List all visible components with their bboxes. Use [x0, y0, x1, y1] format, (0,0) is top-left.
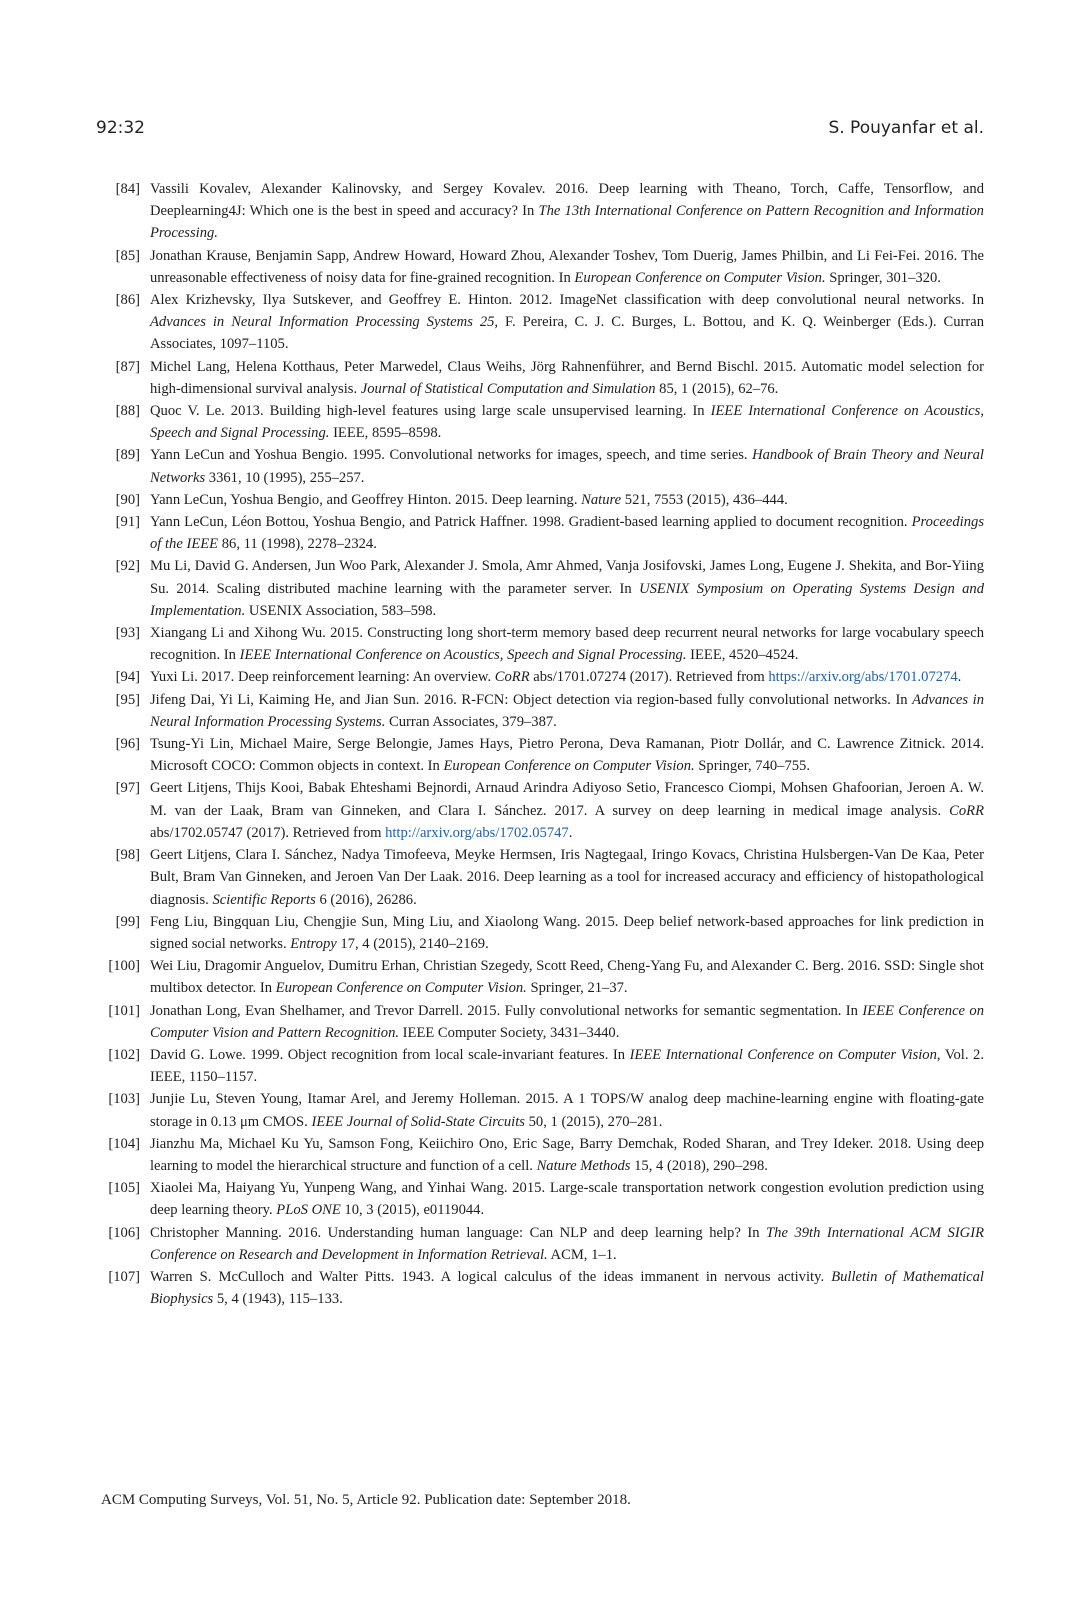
- reference-number: [88]: [115, 403, 140, 420]
- reference-number: [94]: [115, 669, 140, 686]
- reference-number: [84]: [115, 181, 140, 197]
- running-header: [96, 118, 984, 138]
- reference-number: [89]: [115, 447, 140, 464]
- reference-segment: Wei Liu, Dragomir Anguelov, Dumitru Erhan, Christian Szegedy, Scott Reed, Cheng-Yang Fu, and Alexander C. Berg. 2016. SSD: Single shot multibox detector. In: [150, 958, 984, 997]
- reference-segment: abs/1701.07274 (2017). Retrieved from: [529, 669, 769, 686]
- reference-text: [150, 400, 984, 444]
- reference-number: [107]: [108, 1268, 140, 1285]
- reference-number: [103]: [108, 1091, 140, 1108]
- reference-text: [150, 689, 984, 733]
- reference-item: [96, 1044, 984, 1088]
- reference-segment: Jianzhu Ma, Michael Ku Yu, Samson Fong, Keiichiro Ono, Eric Sage, Barry Demchak, Roded Sharan, and Trey Ideker. 2018. Using deep learning to model the hierarchical structure and function of a cell.: [150, 1135, 984, 1174]
- reference-item: [96, 511, 984, 555]
- reference-venue: Nature: [581, 491, 622, 508]
- reference-number: [106]: [108, 1224, 140, 1241]
- reference-text: [150, 733, 984, 777]
- reference-item: [96, 689, 984, 733]
- reference-item: [96, 178, 984, 245]
- reference-segment: Yann LeCun, Léon Bottou, Yoshua Bengio, and Patrick Haffner. 1998. Gradient-based learning applied to document recognition.: [150, 514, 912, 531]
- reference-text: [150, 1222, 984, 1266]
- reference-text: [150, 1088, 984, 1132]
- reference-segment: Christopher Manning. 2016. Understanding human language: Can NLP and deep learning help? In: [150, 1224, 767, 1241]
- reference-segment: Geert Litjens, Clara I. Sánchez, Nadya Timofeeva, Meyke Hermsen, Iris Nagtegaal, Iringo Kovacs, Christina Hulsbergen-Van De Kaa, Peter Bult, Bram Van Ginneken, and Jeroen Van Der Laak. 2016. Deep learning as a tool for increased accuracy and efficiency of histopathological diagnosis.: [150, 847, 984, 908]
- reference-segment: Yann LeCun, Yoshua Bengio, and Geoffrey Hinton. 2015. Deep learning.: [150, 491, 582, 508]
- reference-number: [102]: [108, 1046, 140, 1063]
- reference-text: [150, 666, 984, 688]
- reference-segment: Jonathan Krause, Benjamin Sapp, Andrew Howard, Howard Zhou, Alexander Toshev, Tom Duerig, James Philbin, and Li Fei-Fei. 2016. The unreasonable effectiveness of noisy data for fine-grained recognition. In: [150, 247, 984, 286]
- reference-text: [150, 1133, 984, 1177]
- reference-item: [96, 489, 984, 511]
- reference-segment: Michel Lang, Helena Kotthaus, Peter Marwedel, Claus Weihs, Jörg Rahnenführer, and Bernd Bischl. 2015. Automatic model selection for high-dimensional survival analysis.: [150, 358, 984, 397]
- reference-number: [104]: [108, 1135, 140, 1152]
- reference-item: [96, 1177, 984, 1221]
- reference-text: [150, 911, 984, 955]
- reference-segment: F. Pereira, C. J. C. Burges, L. Bottou, and K. Q. Weinberger (Eds.). Curran Associates, 1097–1105.: [150, 314, 984, 353]
- reference-venue: Proceedings of the IEEE: [150, 514, 984, 553]
- reference-item: [96, 844, 984, 911]
- reference-segment: Springer, 740–755.: [694, 758, 811, 775]
- reference-venue: Journal of Statistical Computation and Simulation: [360, 380, 656, 397]
- reference-segment: Quoc V. Le. 2013. Building high-level features using large scale unsupervised learning. In: [150, 403, 711, 420]
- reference-segment: Jonathan Long, Evan Shelhamer, and Trevor Darrell. 2015. Fully convolutional networks for semantic segmentation. In: [150, 1002, 863, 1019]
- reference-number: [91]: [115, 514, 140, 531]
- reference-item: [96, 400, 984, 444]
- reference-segment: Yann LeCun and Yoshua Bengio. 1995. Convolutional networks for images, speech, and time series.: [150, 447, 753, 464]
- reference-item: [96, 911, 984, 955]
- reference-segment: Geert Litjens, Thijs Kooi, Babak Ehteshami Bejnordi, Arnaud Arindra Adiyoso Setio, Francesco Ciompi, Mohsen Ghafoorian, Jeroen A. W. M. van der Laak, Bram van Ginneken, and Clara I. Sánchez. 2017. A survey on deep learning in medical image analysis.: [150, 780, 984, 819]
- reference-number: [92]: [115, 558, 140, 575]
- reference-segment: 85, 1 (2015), 62–76.: [655, 380, 779, 397]
- reference-segment: IEEE, 4520–4524.: [686, 647, 799, 664]
- reference-item: [96, 1222, 984, 1266]
- reference-segment: Xiaolei Ma, Haiyang Yu, Yunpeng Wang, and Yinhai Wang. 2015. Large-scale transportation network congestion evolution prediction using deep learning theory.: [150, 1180, 984, 1219]
- reference-text: [150, 289, 984, 356]
- reference-item: [96, 245, 984, 289]
- reference-segment: Curran Associates, 379–387.: [385, 713, 557, 730]
- reference-venue: Bulletin of Mathematical Biophysics: [150, 1268, 984, 1308]
- reference-item: [96, 777, 984, 844]
- reference-venue: IEEE International Conference on Acoustics, Speech and Signal Processing.: [239, 647, 687, 664]
- reference-segment: USENIX Association, 583–598.: [245, 602, 437, 619]
- reference-number: [96]: [115, 736, 140, 753]
- reference-venue: Nature Methods: [536, 1157, 631, 1174]
- reference-text: [150, 955, 984, 999]
- reference-venue: CoRR: [494, 669, 530, 686]
- reference-text: [150, 844, 984, 911]
- reference-item: [96, 666, 984, 688]
- reference-item: [96, 444, 984, 488]
- running-authors: S. Pouyanfar et al.: [828, 118, 984, 138]
- reference-item: [96, 1088, 984, 1132]
- reference-number: [86]: [115, 292, 140, 309]
- reference-number: [100]: [108, 958, 140, 975]
- reference-text: [150, 245, 984, 289]
- reference-number: [98]: [115, 847, 140, 864]
- reference-text: [150, 489, 984, 511]
- reference-text: [150, 1044, 984, 1088]
- reference-item: [96, 1000, 984, 1044]
- reference-text: [150, 356, 984, 400]
- reference-venue: European Conference on Computer Vision.: [574, 269, 826, 286]
- reference-item: [96, 555, 984, 622]
- reference-segment: David G. Lowe. 1999. Object recognition from local scale-invariant features. In: [150, 1046, 630, 1063]
- reference-segment: Jifeng Dai, Yi Li, Kaiming He, and Jian Sun. 2016. R-FCN: Object detection via region-based fully convolutional networks. In: [150, 691, 913, 708]
- reference-item: [96, 1266, 984, 1310]
- reference-segment: abs/1702.05747 (2017). Retrieved from: [150, 824, 386, 841]
- reference-venue: Advances in Neural Information Processing Systems 25,: [150, 314, 499, 331]
- reference-venue: IEEE International Conference on Acoustics, Speech and Signal Processing.: [150, 403, 984, 442]
- reference-venue: IEEE Conference on Computer Vision and Pattern Recognition.: [150, 1002, 984, 1041]
- reference-segment: Vassili Kovalev, Alexander Kalinovsky, and Sergey Kovalev. 2016. Deep learning with Theano, Torch, Caffe, Tensorflow, and Deeplearning4J: Which one is the best in speed and accuracy? In: [150, 181, 984, 220]
- reference-segment: Xiangang Li and Xihong Wu. 2015. Constructing long short-term memory based deep recurrent neural networks for large vocabulary speech recognition. In: [150, 625, 984, 664]
- reference-text: [150, 555, 984, 622]
- reference-segment: Alex Krizhevsky, Ilya Sutskever, and Geoffrey E. Hinton. 2012. ImageNet classification with deep convolutional neural networks. In: [150, 292, 984, 309]
- reference-segment: 50, 1 (2015), 270–281.: [524, 1113, 663, 1130]
- reference-segment: 15, 4 (2018), 290–298.: [630, 1157, 768, 1174]
- reference-segment: .: [957, 669, 962, 686]
- reference-venue: CoRR: [949, 802, 984, 819]
- reference-number: [99]: [115, 913, 140, 930]
- reference-url-link[interactable]: http://arxiv.org/abs/1702.05747: [385, 824, 569, 841]
- reference-item: [96, 289, 984, 356]
- reference-venue: European Conference on Computer Vision.: [275, 980, 527, 997]
- journal-footer: ACM Computing Surveys, Vol. 51, No. 5, Article 92. Publication date: September 2018.: [101, 1492, 631, 1508]
- reference-venue: IEEE International Conference on Computer Vision,: [629, 1046, 941, 1063]
- reference-number: [95]: [115, 691, 140, 708]
- reference-venue: The 39th International ACM SIGIR Conference on Research and Development in Information Retrieval.: [150, 1224, 984, 1263]
- reference-segment: 521, 7553 (2015), 436–444.: [621, 491, 788, 508]
- reference-segment: Yuxi Li. 2017. Deep reinforcement learning: An overview.: [150, 669, 495, 686]
- reference-text: [150, 1177, 984, 1221]
- reference-segment: 86, 11 (1998), 2278–2324.: [218, 536, 377, 553]
- reference-text: [150, 178, 984, 245]
- reference-venue: Entropy: [290, 935, 337, 952]
- reference-segment: Tsung-Yi Lin, Michael Maire, Serge Belongie, James Hays, Pietro Perona, Deva Ramanan, Piotr Dollár, and C. Lawrence Zitnick. 2014. Microsoft COCO: Common objects in context. In: [150, 736, 984, 775]
- reference-url-link[interactable]: https://arxiv.org/abs/1701.07274: [768, 669, 958, 686]
- reference-segment: Feng Liu, Bingquan Liu, Chengjie Sun, Ming Liu, and Xiaolong Wang. 2015. Deep belief network-based approaches for link prediction in signed social networks.: [150, 913, 984, 952]
- reference-segment: IEEE Computer Society, 3431–3440.: [399, 1024, 620, 1041]
- reference-segment: Mu Li, David G. Andersen, Jun Woo Park, Alexander J. Smola, Amr Ahmed, Vanja Josifovski, James Long, Eugene J. Shekita, and Bor-Yiing Su. 2014. Scaling distributed machine learning with the parameter server. In: [150, 558, 984, 597]
- reference-text: [150, 511, 984, 555]
- reference-item: [96, 955, 984, 999]
- reference-segment: .: [568, 824, 573, 841]
- reference-segment: Springer, 301–320.: [825, 269, 941, 286]
- reference-venue: IEEE Journal of Solid-State Circuits: [311, 1113, 525, 1130]
- reference-segment: Vol. 2. IEEE, 1150–1157.: [150, 1046, 984, 1086]
- reference-venue: USENIX Symposium on Operating Systems Design and Implementation.: [150, 580, 985, 619]
- reference-text: [150, 777, 984, 844]
- reference-venue: PLoS ONE: [276, 1202, 341, 1219]
- page-number: 92:32: [96, 118, 145, 138]
- reference-item: [96, 1133, 984, 1177]
- reference-list: [96, 178, 984, 1310]
- reference-number: [105]: [108, 1180, 140, 1197]
- reference-venue: Scientific Reports: [212, 891, 316, 908]
- reference-text: [150, 622, 984, 666]
- reference-segment: 5, 4 (1943), 115–133.: [213, 1291, 343, 1308]
- reference-text: [150, 1266, 984, 1310]
- reference-segment: Junjie Lu, Steven Young, Itamar Arel, and Jeremy Holleman. 2015. A 1 TOPS/W analog deep machine-learning engine with floating-gate storage in 0.13 μm CMOS.: [150, 1091, 984, 1130]
- reference-number: [97]: [115, 780, 140, 797]
- reference-segment: Warren S. McCulloch and Walter Pitts. 1943. A logical calculus of the ideas immanent in nervous activity.: [150, 1268, 832, 1285]
- reference-segment: 3361, 10 (1995), 255–257.: [205, 469, 365, 486]
- reference-text: [150, 444, 984, 488]
- reference-segment: Springer, 21–37.: [526, 980, 628, 997]
- reference-text: [150, 1000, 984, 1044]
- reference-segment: 17, 4 (2015), 2140–2169.: [336, 935, 489, 952]
- reference-number: [101]: [108, 1002, 140, 1019]
- reference-segment: 6 (2016), 26286.: [315, 891, 417, 908]
- reference-segment: IEEE, 8595–8598.: [329, 425, 442, 442]
- reference-segment: ACM, 1–1.: [547, 1246, 617, 1263]
- reference-item: [96, 356, 984, 400]
- reference-segment: 10, 3 (2015), e0119044.: [340, 1202, 485, 1219]
- reference-item: [96, 622, 984, 666]
- reference-number: [93]: [115, 625, 140, 642]
- reference-venue: European Conference on Computer Vision.: [443, 758, 695, 775]
- reference-venue: The 13th International Conference on Pattern Recognition and Information Processing.: [150, 203, 984, 242]
- reference-item: [96, 733, 984, 777]
- reference-venue: Advances in Neural Information Processing Systems.: [150, 691, 985, 730]
- reference-number: [90]: [115, 491, 140, 508]
- reference-venue: Handbook of Brain Theory and Neural Networks: [150, 447, 984, 486]
- reference-number: [87]: [115, 358, 140, 375]
- reference-number: [85]: [115, 247, 140, 264]
